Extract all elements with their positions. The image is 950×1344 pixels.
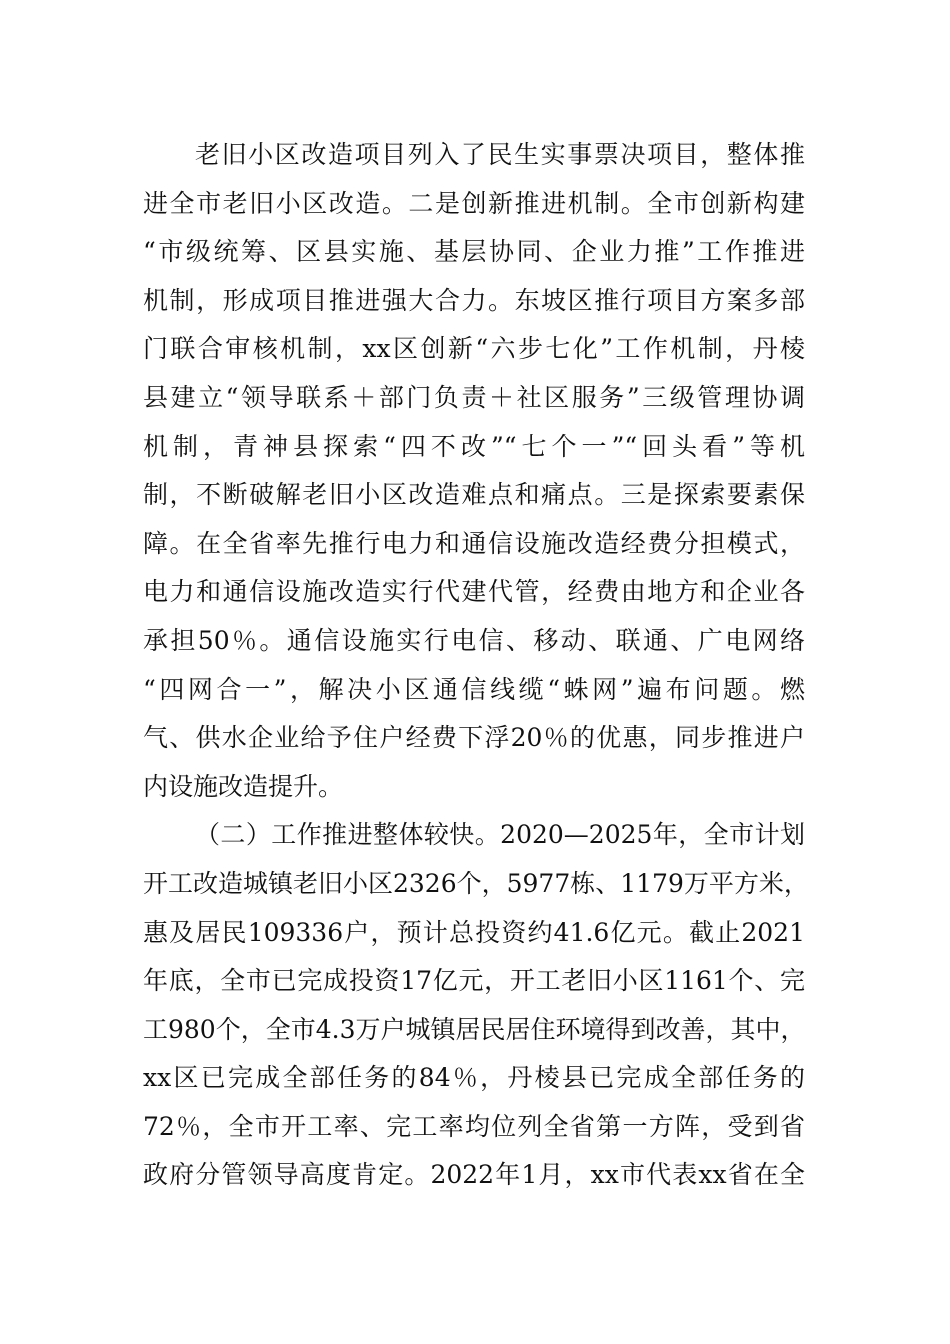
text-line: “市级统筹、区县实施、基层协同、企业力推”工作推进 bbox=[143, 237, 805, 267]
text-line: 机制，形成项目推进强大合力。东坡区推行项目方案多部 bbox=[143, 285, 805, 315]
text-line: 工980个，全市4.3万户城镇居民居住环境得到改善，其中， bbox=[143, 1014, 806, 1044]
text-line: 惠及居民109336户，预计总投资约41.6亿元。截止2021 bbox=[143, 917, 805, 947]
document-page bbox=[143, 131, 809, 1200]
text-line: 电力和通信设施改造实行代建代管，经费由地方和企业各 bbox=[143, 577, 805, 607]
text-line: 县建立“领导联系＋部门负责＋社区服务”三级管理协调 bbox=[143, 382, 805, 412]
text-line: 障。在全省率先推行电力和通信设施改造经费分担模式， bbox=[143, 528, 805, 558]
text-line: 内设施改造提升。 bbox=[143, 771, 344, 801]
text-line: 制，不断破解老旧小区改造难点和痛点。三是探索要素保 bbox=[143, 480, 805, 510]
text-line: 气、供水企业给予住户经费下浮20％的优惠，同步推进户 bbox=[143, 723, 805, 753]
paragraph-1 bbox=[143, 131, 805, 811]
text-line: 年底，全市已完成投资17亿元，开工老旧小区1161个、完 bbox=[143, 966, 805, 996]
text-line: （二）工作推进整体较快。2020—2025年，全市计划 bbox=[195, 820, 805, 850]
text-line: xx区已完成全部任务的84％，丹棱县已完成全部任务的 bbox=[143, 1063, 805, 1093]
text-line: 老旧小区改造项目列入了民生实事票决项目，整体推 bbox=[195, 140, 805, 169]
text-line: 机制，青神县探索“四不改”“七个一”“回头看”等机 bbox=[143, 431, 805, 461]
text-line: 72％，全市开工率、完工率均位列全省第一方阵，受到省 bbox=[143, 1111, 805, 1141]
text-line: 政府分管领导高度肯定。2022年1月，xx市代表xx省在全 bbox=[143, 1160, 805, 1190]
paragraph-2 bbox=[143, 811, 809, 1200]
text-line: 进全市老旧小区改造。二是创新推进机制。全市创新构建 bbox=[143, 188, 805, 218]
text-line: 开工改造城镇老旧小区2326个，5977栋、1179万平方米， bbox=[143, 868, 809, 898]
text-line: “四网合一”，解决小区通信线缆“蛛网”遍布问题。燃 bbox=[143, 674, 805, 704]
text-line: 承担50％。通信设施实行电信、移动、联通、广电网络 bbox=[143, 625, 805, 655]
text-line: 门联合审核机制，xx区创新“六步七化”工作机制，丹棱 bbox=[143, 334, 805, 364]
